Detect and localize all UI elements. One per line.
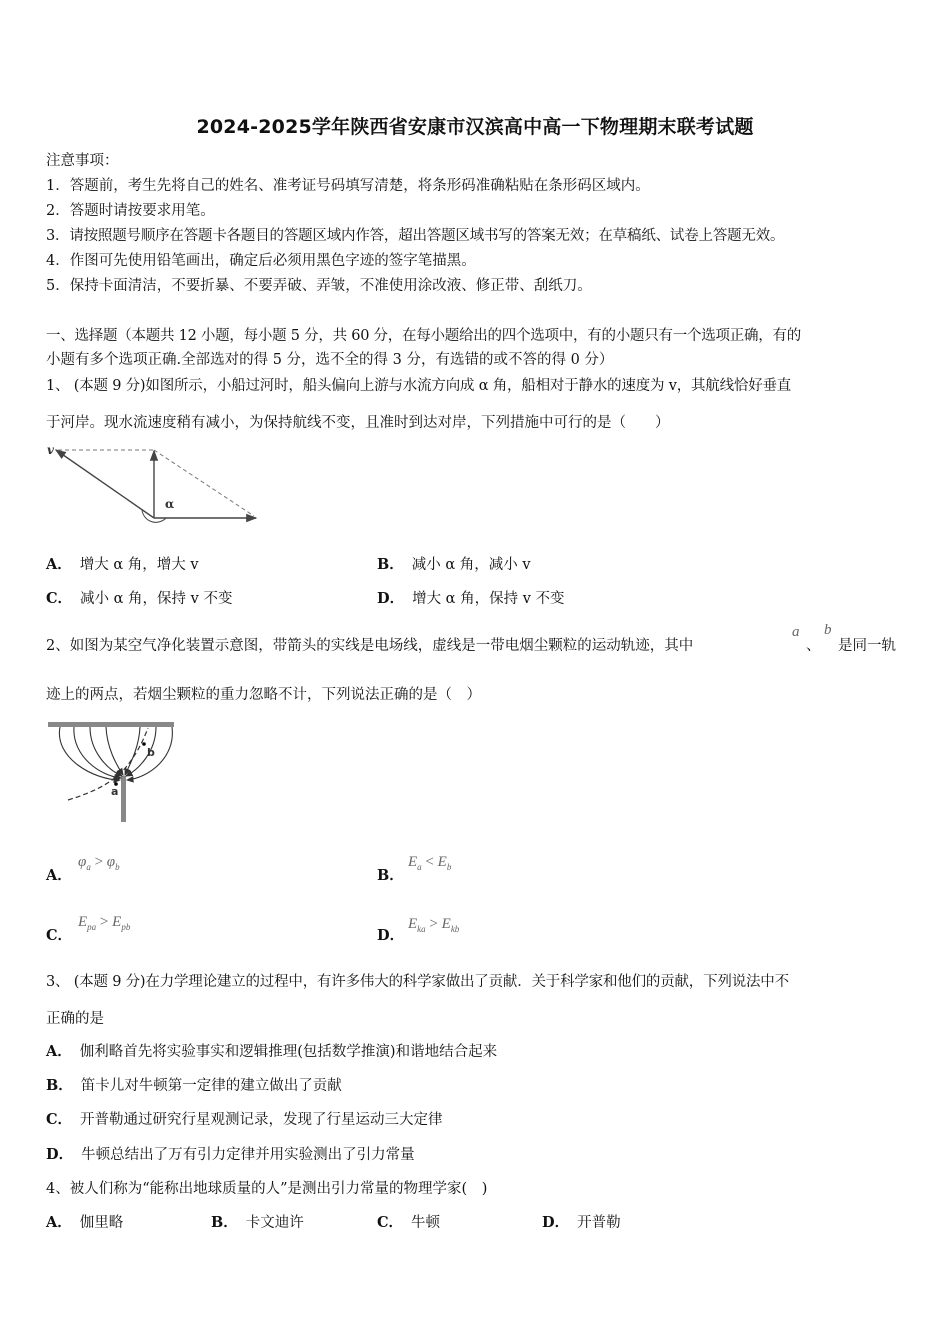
section-heading-line1: 一、选择题（本题共 12 小题，每小题 5 分，共 60 分，在每小题给出的四个选项中，有的小题只有一个选项正确，有的	[46, 328, 802, 344]
q2-symbol-a: a	[792, 624, 800, 640]
q2-separator: 、	[806, 638, 821, 654]
q1-stem-line1: 1、 (本题 9 分)如图所示，小船过河时，船头偏向上游与水流方向成 α 角，船相对于静水的速度为 v，其航线恰好垂直	[46, 378, 792, 394]
q2-figure	[44, 718, 194, 824]
q3-stem-line2: 正确的是	[46, 1011, 104, 1027]
q3-stem-line1: 3、 (本题 9 分)在力学理论建立的过程中，有许多伟大的科学家做出了贡献．关于科学家和他们的贡献，下列说法中不	[46, 974, 789, 990]
q2-option-c[interactable]: C．	[46, 927, 73, 944]
q2-option-d-formula: $E_{ka} > E_{kb}$	[408, 916, 460, 934]
notice-item: 4．作图可先使用铅笔画出，确定后必须用黑色字迹的签字笔描黑。	[46, 253, 476, 269]
q1-option-a[interactable]: A． 增大 α 角，增大 v	[46, 556, 199, 573]
q3-option-b[interactable]: B． 笛卡儿对牛顿第一定律的建立做出了贡献	[46, 1077, 342, 1094]
notice-item: 5．保持卡面清洁，不要折暴、不要弄破、弄皱，不准使用涂改液、修正带、刮纸刀。	[46, 278, 592, 294]
q2-b-label: b	[147, 746, 155, 759]
q2-field-line	[90, 727, 122, 776]
q2-needle	[121, 776, 126, 822]
q2-point-b	[142, 742, 146, 746]
q2-symbol-b: b	[824, 622, 832, 638]
q2-option-a[interactable]: A．	[46, 867, 72, 884]
q4-option-a[interactable]: A． 伽里略	[46, 1214, 124, 1231]
q3-option-a[interactable]: A． 伽利略首先将实验事实和逻辑推理(包括数学推演)和谐地结合起来	[46, 1043, 498, 1060]
q2-option-d[interactable]: D．	[377, 927, 405, 944]
q1-v-label: v	[47, 443, 54, 457]
q3-option-d[interactable]: D． 牛顿总结出了万有引力定律并用实验测出了引力常量	[46, 1146, 415, 1163]
q2-option-b[interactable]: B．	[377, 867, 404, 884]
notice-heading: 注意事项：	[46, 153, 119, 169]
q1-figure	[44, 440, 264, 530]
q1-option-b[interactable]: B． 减小 α 角，减小 v	[377, 556, 531, 573]
page-title: 2024-2025学年陕西省安康市汉滨高中高一下物理期末联考试题	[196, 116, 754, 138]
q3-option-c[interactable]: C． 开普勒通过研究行星观测记录，发现了行星运动三大定律	[46, 1111, 443, 1128]
q2-stem-line1-post: 是同一轨	[838, 638, 896, 654]
q2-stem-line1-pre: 2、如图为某空气净化装置示意图，带箭头的实线是电场线，虚线是一带电烟尘颗粒的运动轨迹，其中	[46, 638, 694, 654]
q2-option-b-formula: $E_a < E_b$	[408, 854, 452, 872]
q2-plate	[48, 722, 174, 727]
q1-alpha-label: α	[165, 497, 175, 511]
notice-item: 2．答题时请按要求用笔。	[46, 203, 215, 219]
q1-option-d[interactable]: D． 增大 α 角，保持 v 不变	[377, 590, 565, 607]
notice-item: 1．答题前，考生先将自己的姓名、准考证号码填写清楚，将条形码准确粘贴在条形码区域内。	[46, 178, 650, 194]
q2-field-line	[59, 727, 120, 780]
q2-option-a-formula: $\varphi_a > \varphi_b$	[78, 854, 120, 872]
q1-velocity-arrow	[56, 450, 154, 518]
q2-option-c-formula: $E_{pa} > E_{pb}$	[78, 914, 131, 932]
q4-option-b[interactable]: B． 卡文迪许	[211, 1214, 304, 1231]
q4-option-c[interactable]: C． 牛顿	[377, 1214, 441, 1231]
q2-a-label: a	[111, 785, 119, 798]
q4-option-d[interactable]: D． 开普勒	[542, 1214, 621, 1231]
notice-item: 3．请按照题号顺序在答题卡各题目的答题区域内作答，超出答题区域书写的答案无效；在草稿纸、试卷上答题无效。	[46, 228, 785, 244]
q1-option-c[interactable]: C． 减小 α 角，保持 v 不变	[46, 590, 233, 607]
section-heading-line2: 小题有多个选项正确.全部选对的得 5 分，选不全的得 3 分，有选错的或不答的得 0 分）	[46, 352, 614, 368]
q2-stem-line2: 迹上的两点，若烟尘颗粒的重力忽略不计，下列说法正确的是（ ）	[46, 687, 481, 703]
q2-field-line	[74, 727, 121, 778]
q1-stem-line2: 于河岸。现水流速度稍有减小，为保持航线不变，且准时到达对岸，下列措施中可行的是（ ）	[46, 415, 670, 431]
q4-stem: 4、被人们称为“能称出地球质量的人”是测出引力常量的物理学家( )	[46, 1181, 488, 1197]
